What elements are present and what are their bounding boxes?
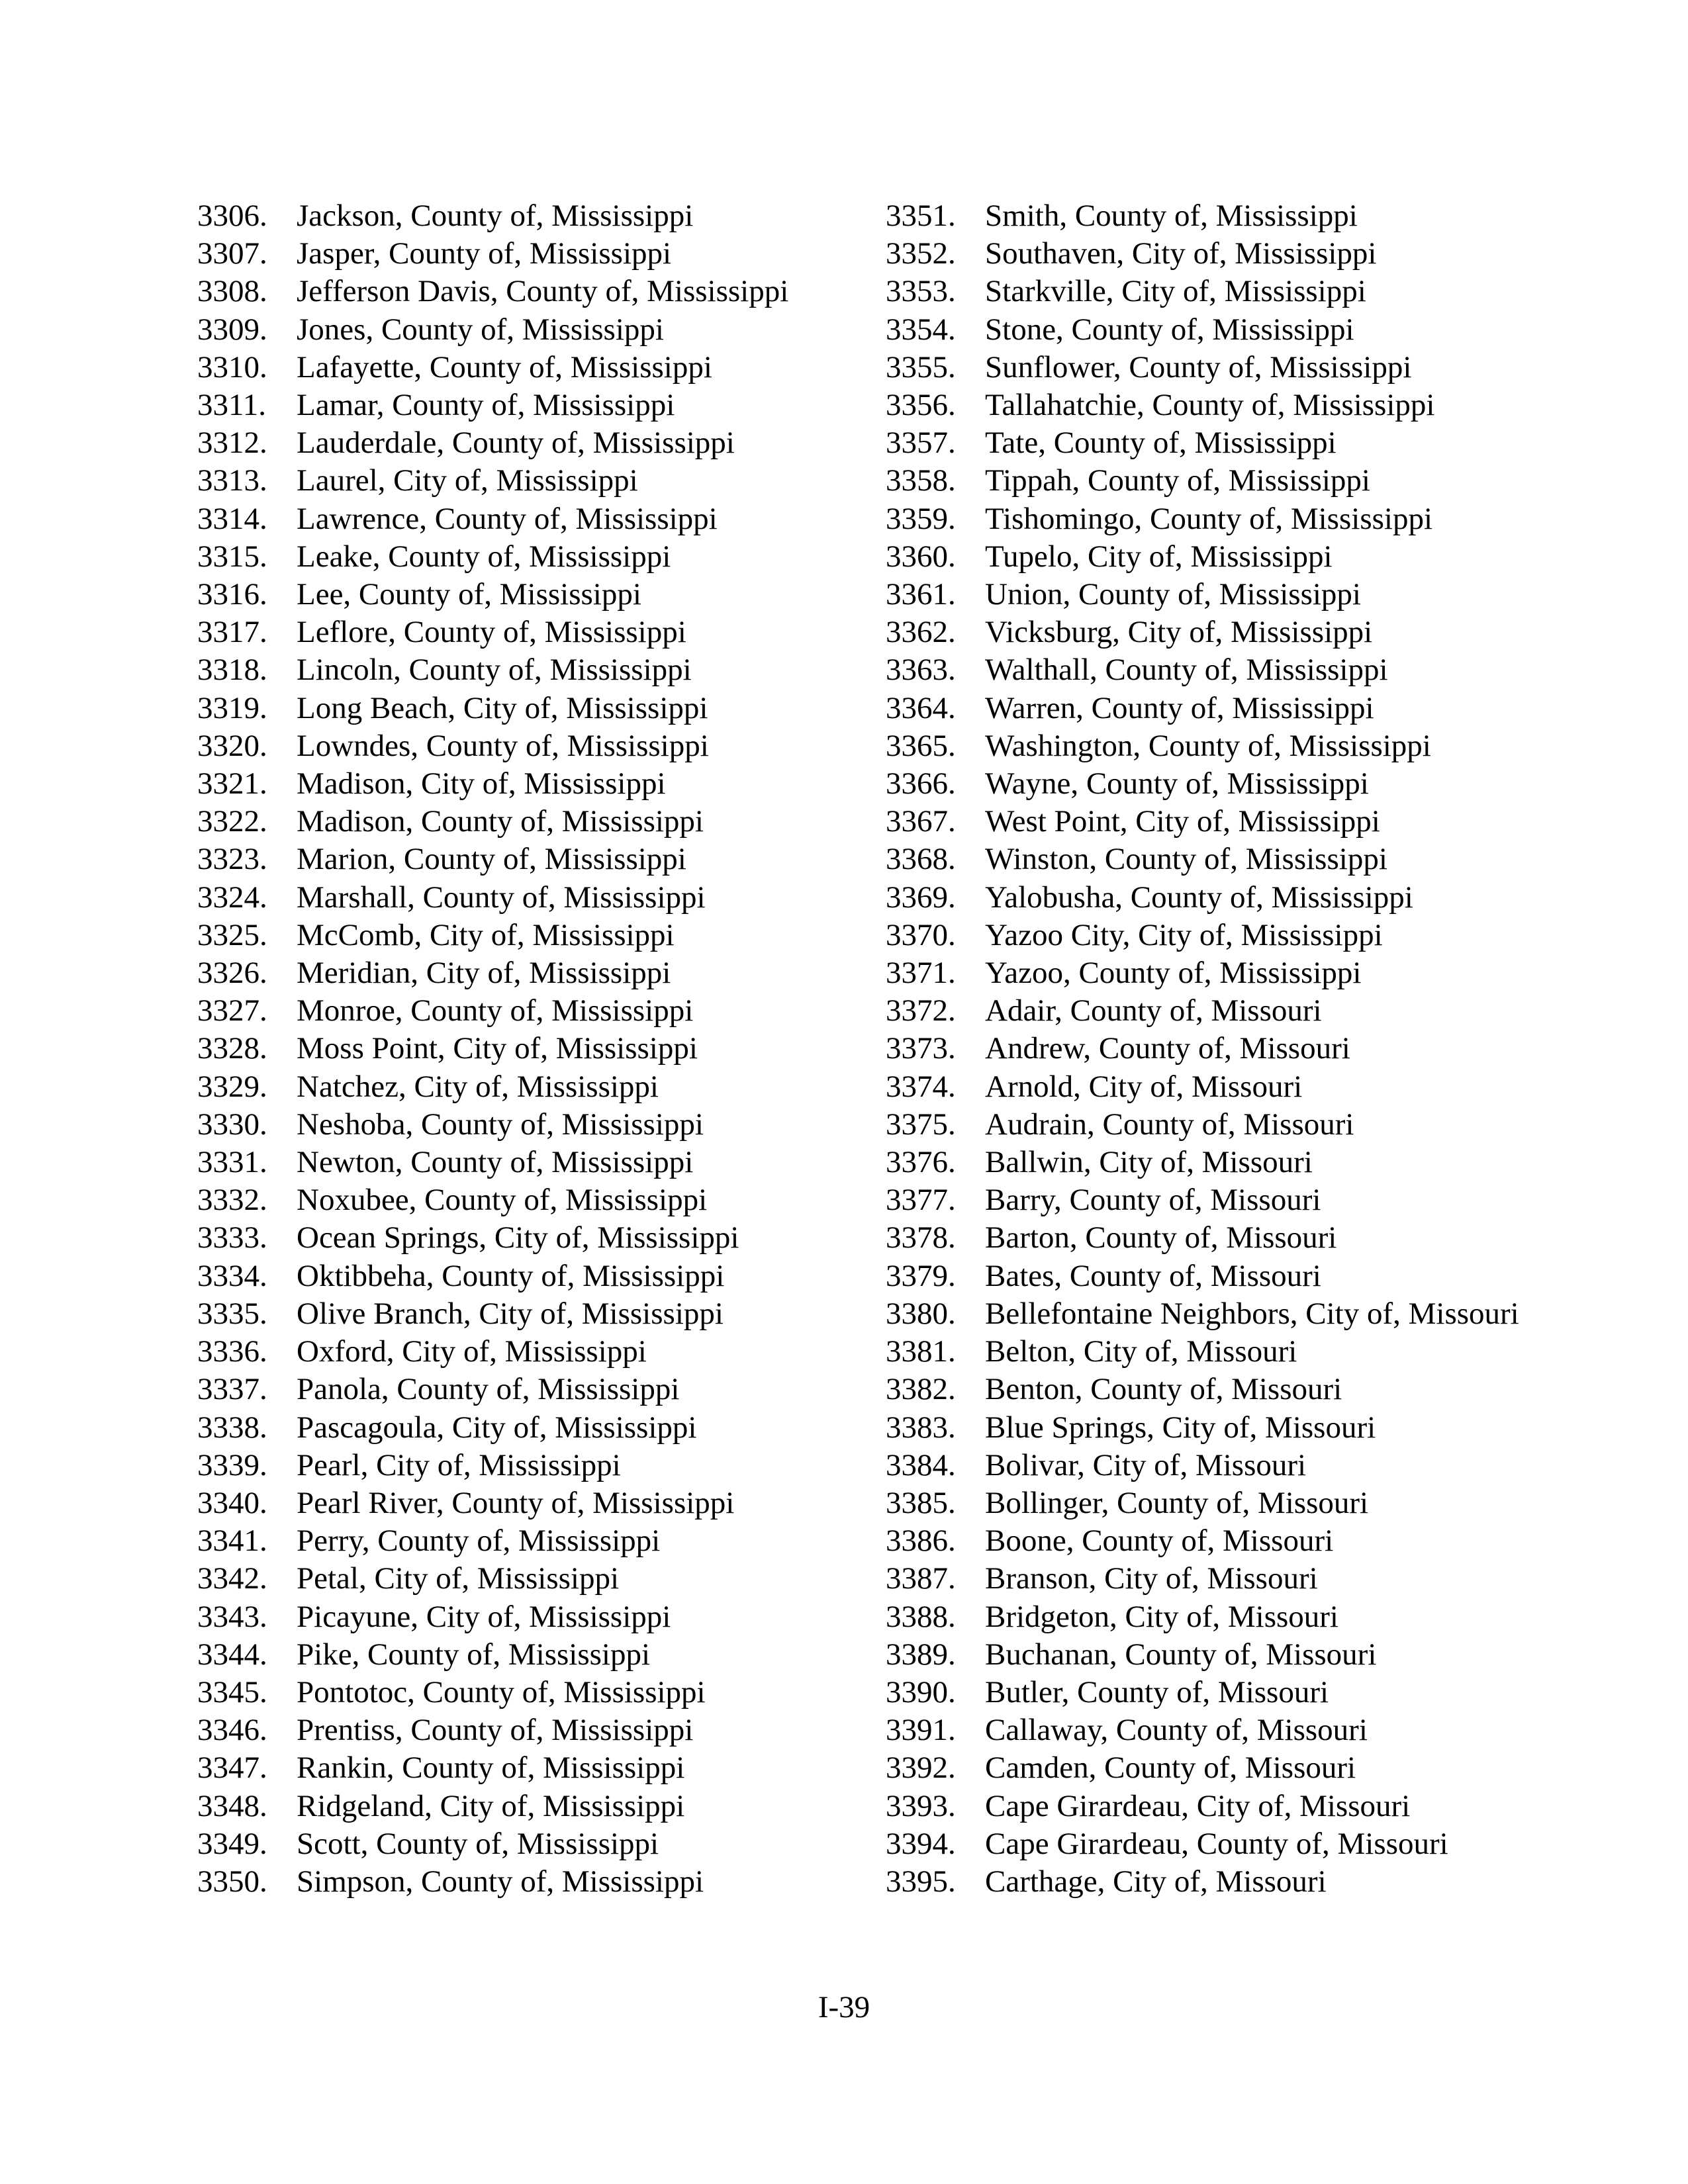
entry-number: 3390.: [886, 1674, 956, 1709]
entry-number: 3316.: [197, 577, 267, 612]
entry-number: 3348.: [197, 1788, 267, 1823]
page-number: I-39: [818, 1990, 870, 2025]
left-column-list: [197, 197, 859, 1901]
entry-name: Blue Springs, City of, Missouri: [985, 1410, 1376, 1445]
entry-name: Bridgeton, City of, Missouri: [985, 1599, 1338, 1634]
list-item: [197, 538, 859, 576]
entry-number: 3324.: [197, 880, 267, 915]
list-item: [197, 1484, 859, 1522]
list-item: [197, 917, 859, 954]
entry-name: Tupelo, City of, Mississippi: [985, 539, 1333, 574]
entry-name: Oxford, City of, Mississippi: [297, 1334, 647, 1369]
list-item: [886, 1181, 1548, 1219]
entry-number: 3352.: [886, 236, 956, 271]
entry-number: 3315.: [197, 539, 267, 574]
entry-number: 3368.: [886, 842, 956, 877]
entry-number: 3381.: [886, 1334, 956, 1369]
list-item: [197, 1144, 859, 1181]
list-item: [197, 1257, 859, 1295]
list-item: [197, 1447, 859, 1484]
list-item: [886, 235, 1548, 273]
entry-name: Long Beach, City of, Mississippi: [297, 690, 708, 725]
entry-number: 3364.: [886, 690, 956, 725]
list-item: [197, 1598, 859, 1636]
list-item: [886, 765, 1548, 803]
entry-number: 3371.: [886, 956, 956, 991]
entry-number: 3333.: [197, 1220, 267, 1255]
entry-name: Meridian, City of, Mississippi: [297, 956, 671, 991]
entry-number: 3334.: [197, 1258, 267, 1293]
list-item: [197, 1106, 859, 1144]
entry-name: Wayne, County of, Mississippi: [985, 766, 1369, 801]
list-item: [886, 1560, 1548, 1598]
list-item: [197, 954, 859, 992]
entry-number: 3346.: [197, 1713, 267, 1748]
entry-name: Natchez, City of, Mississippi: [297, 1069, 659, 1104]
list-item: [886, 1522, 1548, 1560]
entry-name: Madison, City of, Mississippi: [297, 766, 666, 801]
entry-name: Newton, County of, Mississippi: [297, 1145, 694, 1180]
entry-name: Starkville, City of, Mississippi: [985, 274, 1366, 309]
list-item: [886, 1598, 1548, 1636]
entry-name: Pearl River, County of, Mississippi: [297, 1485, 735, 1520]
entry-number: 3319.: [197, 690, 267, 725]
entry-number: 3351.: [886, 199, 956, 233]
entry-number: 3374.: [886, 1069, 956, 1104]
entry-number: 3354.: [886, 312, 956, 347]
list-item: [197, 1295, 859, 1333]
list-item: [886, 690, 1548, 727]
list-item: [197, 387, 859, 424]
list-item: [886, 954, 1548, 992]
entry-name: McComb, City of, Mississippi: [297, 917, 675, 952]
entry-name: Arnold, City of, Missouri: [985, 1069, 1303, 1104]
list-item: [197, 1409, 859, 1447]
entry-name: Warren, County of, Mississippi: [985, 690, 1374, 725]
entry-name: Ridgeland, City of, Mississippi: [297, 1788, 685, 1823]
list-item: [886, 1484, 1548, 1522]
list-item: [886, 1257, 1548, 1295]
entry-name: Tippah, County of, Mississippi: [985, 463, 1370, 498]
entry-number: 3323.: [197, 842, 267, 877]
list-item: [886, 1674, 1548, 1711]
entry-number: 3306.: [197, 199, 267, 233]
list-item: [886, 841, 1548, 878]
list-item: [886, 1788, 1548, 1825]
entry-name: Madison, County of, Mississippi: [297, 804, 704, 839]
entry-number: 3369.: [886, 880, 956, 915]
entry-number: 3339.: [197, 1447, 267, 1482]
list-item: [886, 1219, 1548, 1257]
entry-number: 3357.: [886, 426, 956, 461]
entry-name: Leake, County of, Mississippi: [297, 539, 671, 574]
entry-name: Jones, County of, Mississippi: [297, 312, 664, 347]
entry-number: 3391.: [886, 1713, 956, 1748]
entry-number: 3387.: [886, 1561, 956, 1596]
list-item: [886, 1636, 1548, 1674]
entry-name: Bellefontaine Neighbors, City of, Missouri: [985, 1296, 1519, 1331]
entry-number: 3355.: [886, 349, 956, 385]
entry-number: 3362.: [886, 615, 956, 650]
entry-number: 3326.: [197, 956, 267, 991]
list-item: [886, 500, 1548, 538]
list-item: [197, 1825, 859, 1863]
list-item: [886, 879, 1548, 917]
list-item: [886, 1711, 1548, 1749]
entry-name: Oktibbeha, County of, Mississippi: [297, 1258, 725, 1293]
entry-number: 3366.: [886, 766, 956, 801]
list-item: [886, 992, 1548, 1030]
list-item: [197, 1181, 859, 1219]
entry-name: Lincoln, County of, Mississippi: [297, 653, 692, 688]
entry-number: 3330.: [197, 1107, 267, 1142]
entry-name: Bolivar, City of, Missouri: [985, 1447, 1307, 1482]
entry-name: Olive Branch, City of, Mississippi: [297, 1296, 724, 1331]
entry-number: 3365.: [886, 728, 956, 763]
entry-name: Pike, County of, Mississippi: [297, 1637, 651, 1672]
list-item: [886, 462, 1548, 500]
entry-name: Butler, County of, Missouri: [985, 1674, 1329, 1709]
entry-number: 3337.: [197, 1372, 267, 1407]
entry-name: Barry, County of, Missouri: [985, 1183, 1321, 1218]
entry-number: 3370.: [886, 917, 956, 952]
entry-number: 3379.: [886, 1258, 956, 1293]
entry-name: Jackson, County of, Mississippi: [297, 199, 694, 233]
entry-number: 3360.: [886, 539, 956, 574]
list-item: [886, 197, 1548, 235]
entry-number: 3310.: [197, 349, 267, 385]
entry-name: Picayune, City of, Mississippi: [297, 1599, 671, 1634]
entry-name: Tate, County of, Mississippi: [985, 426, 1336, 461]
entry-number: 3320.: [197, 728, 267, 763]
list-item: [197, 1068, 859, 1106]
entry-number: 3377.: [886, 1183, 956, 1218]
entry-number: 3361.: [886, 577, 956, 612]
entry-number: 3318.: [197, 653, 267, 688]
list-item: [886, 349, 1548, 387]
entry-name: Scott, County of, Mississippi: [297, 1826, 659, 1861]
entry-name: Barton, County of, Missouri: [985, 1220, 1337, 1255]
entry-number: 3314.: [197, 501, 267, 536]
entry-number: 3342.: [197, 1561, 267, 1596]
entry-number: 3385.: [886, 1485, 956, 1520]
list-item: [886, 727, 1548, 765]
entry-number: 3358.: [886, 463, 956, 498]
entry-name: Vicksburg, City of, Mississippi: [985, 615, 1373, 650]
list-item: [197, 1674, 859, 1711]
entry-name: Simpson, County of, Mississippi: [297, 1864, 704, 1899]
list-item: [886, 1371, 1548, 1408]
entry-name: Tallahatchie, County of, Mississippi: [985, 388, 1435, 423]
entry-number: 3313.: [197, 463, 267, 498]
entry-name: Ocean Springs, City of, Mississippi: [297, 1220, 739, 1255]
entry-name: Monroe, County of, Mississippi: [297, 993, 694, 1028]
entry-number: 3386.: [886, 1524, 956, 1559]
list-item: [197, 1371, 859, 1408]
entry-number: 3356.: [886, 388, 956, 423]
entry-number: 3308.: [197, 274, 267, 309]
list-item: [886, 1409, 1548, 1447]
entry-number: 3345.: [197, 1674, 267, 1709]
entry-name: Tishomingo, County of, Mississippi: [985, 501, 1433, 536]
entry-name: Pontotoc, County of, Mississippi: [297, 1674, 706, 1709]
entry-number: 3350.: [197, 1864, 267, 1899]
entry-name: Ballwin, City of, Missouri: [985, 1145, 1313, 1180]
list-item: [197, 803, 859, 841]
list-item: [886, 1825, 1548, 1863]
entry-name: Boone, County of, Missouri: [985, 1524, 1334, 1559]
list-item: [197, 576, 859, 614]
entry-number: 3388.: [886, 1599, 956, 1634]
list-item: [886, 651, 1548, 689]
entry-name: Jefferson Davis, County of, Mississippi: [297, 274, 789, 309]
entry-number: 3349.: [197, 1826, 267, 1861]
entry-name: Laurel, City of, Mississippi: [297, 463, 638, 498]
list-item: [886, 803, 1548, 841]
list-item: [886, 273, 1548, 310]
entry-name: Lowndes, County of, Mississippi: [297, 728, 709, 763]
list-item: [886, 538, 1548, 576]
list-item: [197, 235, 859, 273]
list-item: [197, 1636, 859, 1674]
entry-number: 3375.: [886, 1107, 956, 1142]
entry-number: 3378.: [886, 1220, 956, 1255]
list-item: [886, 1749, 1548, 1787]
entry-number: 3389.: [886, 1637, 956, 1672]
entry-name: Lafayette, County of, Mississippi: [297, 349, 712, 385]
entry-number: 3347.: [197, 1751, 267, 1786]
list-item: [197, 651, 859, 689]
entry-number: 3321.: [197, 766, 267, 801]
list-item: [197, 992, 859, 1030]
entry-number: 3394.: [886, 1826, 956, 1861]
list-item: [197, 1749, 859, 1787]
entry-number: 3331.: [197, 1145, 267, 1180]
list-item: [197, 349, 859, 387]
list-item: [886, 311, 1548, 349]
list-item: [197, 1711, 859, 1749]
list-item: [197, 273, 859, 310]
entry-name: Pearl, City of, Mississippi: [297, 1447, 621, 1482]
entry-number: 3341.: [197, 1524, 267, 1559]
list-item: [886, 614, 1548, 651]
entry-number: 3327.: [197, 993, 267, 1028]
entry-name: Audrain, County of, Missouri: [985, 1107, 1354, 1142]
entry-number: 3343.: [197, 1599, 267, 1634]
entry-name: Lauderdale, County of, Mississippi: [297, 426, 735, 461]
entry-number: 3322.: [197, 804, 267, 839]
entry-number: 3336.: [197, 1334, 267, 1369]
entry-name: Union, County of, Mississippi: [985, 577, 1361, 612]
entry-name: Winston, County of, Mississippi: [985, 842, 1387, 877]
list-item: [886, 1863, 1548, 1901]
list-item: [197, 1522, 859, 1560]
list-item: [197, 879, 859, 917]
entry-name: Washington, County of, Mississippi: [985, 728, 1431, 763]
entry-name: Carthage, City of, Missouri: [985, 1864, 1327, 1899]
entry-name: Rankin, County of, Mississippi: [297, 1751, 685, 1786]
entry-number: 3309.: [197, 312, 267, 347]
entry-number: 3311.: [197, 388, 267, 423]
entry-name: Stone, County of, Mississippi: [985, 312, 1354, 347]
entry-name: Andrew, County of, Missouri: [985, 1031, 1350, 1066]
entry-name: Lawrence, County of, Mississippi: [297, 501, 718, 536]
list-item: [197, 424, 859, 462]
entry-number: 3332.: [197, 1183, 267, 1218]
entry-name: Sunflower, County of, Mississippi: [985, 349, 1412, 385]
entry-name: Branson, City of, Missouri: [985, 1561, 1318, 1596]
list-item: [197, 1333, 859, 1371]
entry-name: Yazoo City, City of, Mississippi: [985, 917, 1383, 952]
entry-name: Benton, County of, Missouri: [985, 1372, 1342, 1407]
entry-name: Cape Girardeau, City of, Missouri: [985, 1788, 1411, 1823]
entry-name: Southaven, City of, Mississippi: [985, 236, 1377, 271]
entry-name: Smith, County of, Mississippi: [985, 199, 1358, 233]
list-item: [886, 1106, 1548, 1144]
list-item: [197, 1219, 859, 1257]
list-item: [197, 841, 859, 878]
entry-name: Walthall, County of, Mississippi: [985, 653, 1388, 688]
list-item: [886, 424, 1548, 462]
list-item: [886, 1333, 1548, 1371]
entry-name: Belton, City of, Missouri: [985, 1334, 1297, 1369]
entry-number: 3344.: [197, 1637, 267, 1672]
entry-number: 3395.: [886, 1864, 956, 1899]
entry-name: Marshall, County of, Mississippi: [297, 880, 706, 915]
entry-name: Prentiss, County of, Mississippi: [297, 1713, 694, 1748]
entry-number: 3380.: [886, 1296, 956, 1331]
entry-name: Callaway, County of, Missouri: [985, 1713, 1368, 1748]
entry-name: Noxubee, County of, Mississippi: [297, 1183, 708, 1218]
entry-name: Moss Point, City of, Mississippi: [297, 1031, 698, 1066]
entry-number: 3325.: [197, 917, 267, 952]
list-item: [197, 311, 859, 349]
list-item: [886, 1068, 1548, 1106]
entry-name: Jasper, County of, Mississippi: [297, 236, 672, 271]
list-item: [197, 1030, 859, 1068]
entry-name: Cape Girardeau, County of, Missouri: [985, 1826, 1448, 1861]
right-column-list: [886, 197, 1548, 1901]
entry-number: 3363.: [886, 653, 956, 688]
entry-name: Neshoba, County of, Mississippi: [297, 1107, 704, 1142]
list-item: [197, 500, 859, 538]
entry-name: Petal, City of, Mississippi: [297, 1561, 620, 1596]
entry-name: Bates, County of, Missouri: [985, 1258, 1321, 1293]
list-item: [197, 197, 859, 235]
list-item: [197, 765, 859, 803]
entry-name: Lee, County of, Mississippi: [297, 577, 641, 612]
list-item: [886, 1447, 1548, 1484]
entry-name: Lamar, County of, Mississippi: [297, 388, 675, 423]
entry-number: 3338.: [197, 1410, 267, 1445]
entry-name: Adair, County of, Missouri: [985, 993, 1322, 1028]
entry-number: 3393.: [886, 1788, 956, 1823]
entry-number: 3307.: [197, 236, 267, 271]
entry-name: West Point, City of, Mississippi: [985, 804, 1380, 839]
entry-number: 3328.: [197, 1031, 267, 1066]
entry-name: Marion, County of, Mississippi: [297, 842, 686, 877]
entry-name: Camden, County of, Missouri: [985, 1751, 1356, 1786]
entry-name: Bollinger, County of, Missouri: [985, 1485, 1369, 1520]
entry-number: 3317.: [197, 615, 267, 650]
entry-number: 3312.: [197, 426, 267, 461]
entry-number: 3340.: [197, 1485, 267, 1520]
list-item: [197, 690, 859, 727]
entry-number: 3392.: [886, 1751, 956, 1786]
entry-name: Leflore, County of, Mississippi: [297, 615, 686, 650]
entry-name: Pascagoula, City of, Mississippi: [297, 1410, 697, 1445]
list-item: [886, 917, 1548, 954]
entry-number: 3367.: [886, 804, 956, 839]
entry-number: 3373.: [886, 1031, 956, 1066]
list-item: [886, 387, 1548, 424]
list-item: [886, 1295, 1548, 1333]
list-item: [197, 462, 859, 500]
entry-number: 3329.: [197, 1069, 267, 1104]
entry-number: 3382.: [886, 1372, 956, 1407]
entry-number: 3335.: [197, 1296, 267, 1331]
list-item: [197, 1863, 859, 1901]
entry-name: Perry, County of, Mississippi: [297, 1524, 661, 1559]
list-item: [886, 1030, 1548, 1068]
list-item: [197, 1560, 859, 1598]
entry-name: Yazoo, County of, Mississippi: [985, 956, 1362, 991]
list-item: [197, 614, 859, 651]
entry-number: 3372.: [886, 993, 956, 1028]
list-item: [197, 727, 859, 765]
list-item: [886, 576, 1548, 614]
list-item: [197, 1788, 859, 1825]
entry-number: 3383.: [886, 1410, 956, 1445]
entry-number: 3359.: [886, 501, 956, 536]
entry-number: 3384.: [886, 1447, 956, 1482]
list-item: [886, 1144, 1548, 1181]
entry-name: Panola, County of, Mississippi: [297, 1372, 680, 1407]
entry-name: Yalobusha, County of, Mississippi: [985, 880, 1413, 915]
entry-name: Buchanan, County of, Missouri: [985, 1637, 1377, 1672]
entry-number: 3353.: [886, 274, 956, 309]
entry-number: 3376.: [886, 1145, 956, 1180]
